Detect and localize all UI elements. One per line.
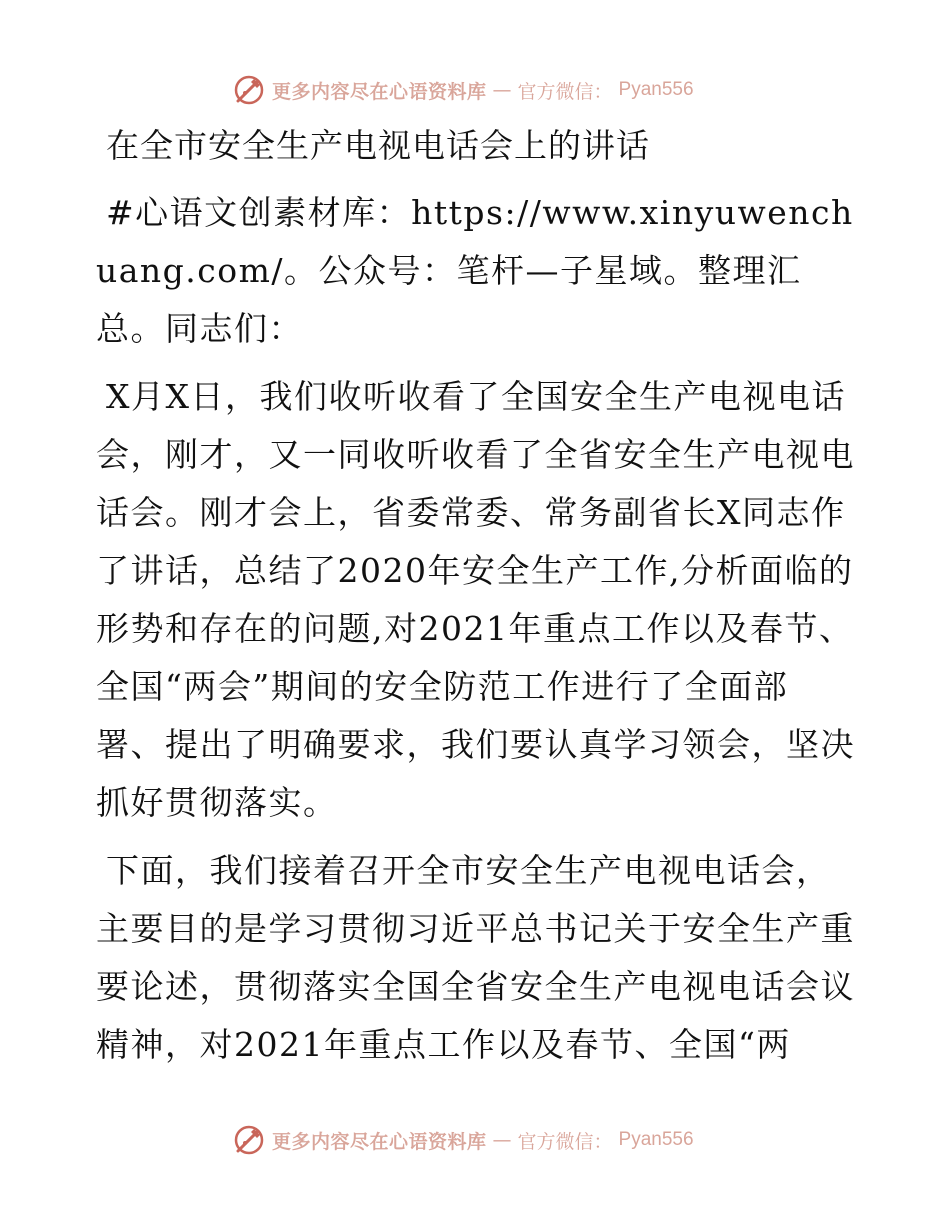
footer-watermark-banner [232, 1122, 694, 1158]
header-banner-separator: — [492, 79, 512, 101]
footer-wechat-label: 官方微信： [517, 1130, 613, 1153]
pen-logo-icon [232, 1123, 266, 1157]
paragraph-meeting-summary: X月X日，我们收听收看了全国安全生产电视电话会，刚才，又一同收听收看了全省安全生产电视电话会。刚才会上，省委常委、常务副省长X同志作了讲话，总结了2020年安全生产工作,分析面临的形势和存在的问题,对2021年重点工作以及春节、全国“两会”期间的安全防范工作进行了全面部署、提出了明确要求，我们要认真学习领会，坚决抓好贯彻落实。 [96, 377, 855, 822]
paragraph-source-note: #心语文创素材库：https://www.xinyuwenchuang.com/。公众号：笔杆—子星域。整理汇总。同志们： [96, 193, 854, 348]
paragraph-meeting-purpose: 下面，我们接着召开全市安全生产电视电话会，主要目的是学习贯彻习近平总书记关于安全生产重要论述，贯彻落实全国全省安全生产电视电话会议精神，对2021年重点工作以及春节、全国“两 [96, 851, 855, 1064]
header-banner-text: 更多内容尽在心语资料库 [272, 80, 487, 103]
pen-logo-icon [232, 73, 266, 107]
header-wechat-id: Pyan556 [618, 79, 694, 100]
document-body [96, 122, 856, 1084]
footer-wechat-id: Pyan556 [618, 1129, 694, 1150]
footer-banner-separator: — [492, 1129, 512, 1151]
header-watermark-banner [232, 72, 694, 108]
header-wechat-label: 官方微信： [517, 80, 613, 103]
footer-banner-text: 更多内容尽在心语资料库 [272, 1130, 487, 1153]
document-title: 在全市安全生产电视电话会上的讲话 [106, 126, 650, 165]
